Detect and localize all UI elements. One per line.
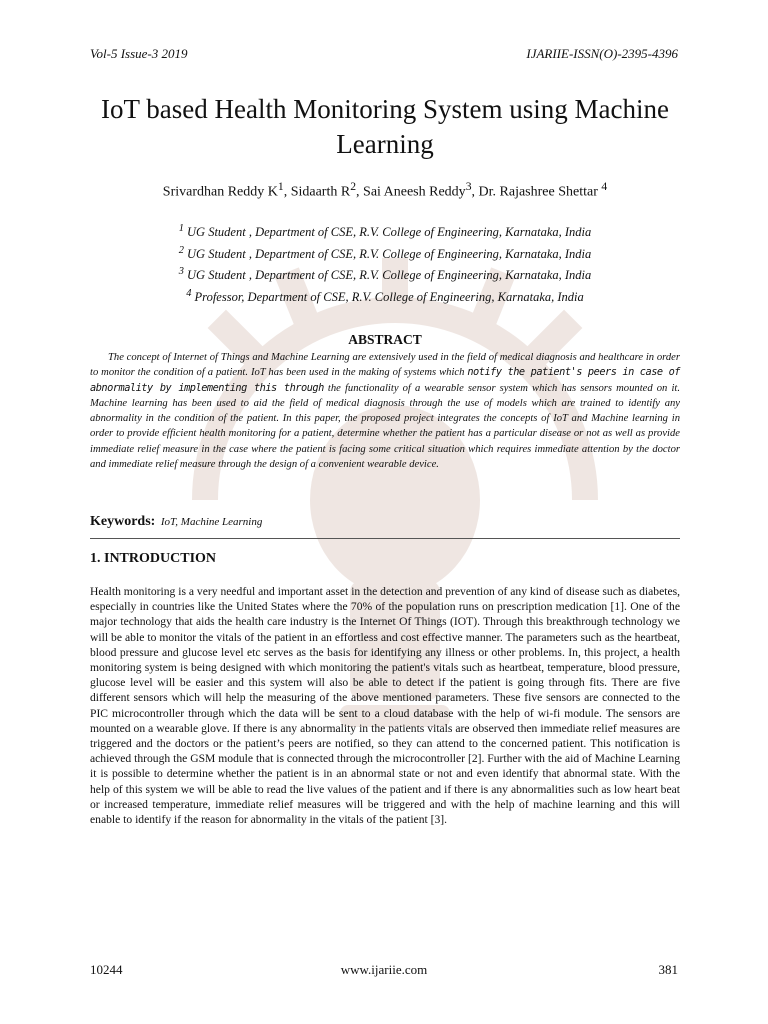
affiliation-sup: 1 xyxy=(178,223,184,234)
abstract-heading: ABSTRACT xyxy=(348,332,422,347)
keywords-label: Keywords: xyxy=(90,514,156,529)
affiliation-line xyxy=(90,285,680,307)
section-heading-introduction: 1. INTRODUCTION xyxy=(90,551,217,566)
affiliation-list xyxy=(90,220,680,307)
author-sup: 2 xyxy=(350,180,357,193)
author-sup: 3 xyxy=(465,180,472,193)
abstract-part-2: the functionality of a wearable sensor system which has sensors mounted on it. Machine learning has been used to aid the field of medical diagnosis through the use of models which are trained to identify any abnormality in the condition of the patient. In this paper, the proposed project integrates the concepts of IoT and Machine learning in order to provide efficient health monitoring for a patient, determine whether the patient has a particular disease or not as well as provide immediate relief measure in the case where the patient is facing some critical situation which requires immediate attention by the doctor and immediate relief measure through the design of a convenient wearable device. xyxy=(90,382,680,471)
section-divider xyxy=(90,538,680,539)
running-header-right: IJARIIE-ISSN(O)-2395-4396 xyxy=(526,46,678,61)
paper-title: IoT based Health Monitoring System using Machine Learning xyxy=(101,94,669,159)
introduction-body: Health monitoring is a very needful and important asset in the detection and prevention of any kind of disease such as diabetes, especially in countries like the United States where the 70% of the population runs on prescription medication [1]. One of the major technology that aids the health care industry is the Internet Of Things (IOT). Through this breakthrough technology we will be able to monitor the vitals of the patient in an effortless and cost effective manner. The parameters such as the heartbeat, blood pressure and glucose level etc serves as the basis for identifying any illness or other problems. In, this project, a health monitoring system is being designed with which monitoring the patient's vitals such as heartbeat, temperature, blood pressure, glucose level will be easier and this system will also be able to detect if the patient is going through fits. There are five different sensors which will help the measuring of the above mentioned parameters. These five sensors are connected to the PIC microcontroller through which the data will be sent to a cloud database with the help of wi-fi module. The sensors are mounted on a wearable glove. If there is any abnormality in the patients vitals are observed then immediate relief measures are triggered and the doctors or the patient’s peers are notified, so they can attend to the concerned patient. This notification is achieved through the GSM module that is connected through the microcontroller [2]. Further with the aid of Machine Learning it is possible to determine whether the patient is in an abnormal state or not and even identify that abnormal state. With the help of this system we will be able to read the live values of the patient and if there is any abnormalities such as low heart beat or increased temperature, immediate relief measures will be triggered and with the help of machine learning and this will enable to identify if the reason for abnormality in the vitals of the patient [3]. xyxy=(90,585,680,827)
affiliation-text: UG Student , Department of CSE, R.V. College of Engineering, Karnataka, India xyxy=(187,225,592,240)
affiliation-line xyxy=(90,220,680,242)
footer-page-number: 381 xyxy=(658,962,678,977)
affiliation-line xyxy=(90,242,680,264)
footer-website: www.ijariie.com xyxy=(340,962,428,977)
keywords xyxy=(90,514,262,530)
abstract-text xyxy=(90,350,680,472)
affiliation-sup: 4 xyxy=(186,287,192,299)
author-name: Dr. Rajashree Shettar xyxy=(478,184,598,200)
abstract-handwritten-insert: notify the patient's peers in case of abnormality by implementing this through xyxy=(90,366,680,394)
abstract-part-1: The concept of Internet of Things and Machine Learning are extensively used in the field of medical diagnosis and healthcare in order to monitor the condition of a patient. IoT has been used in the making of systems which xyxy=(90,352,680,379)
author-name: Srivardhan Reddy K xyxy=(162,184,278,200)
running-header-left: Vol-5 Issue-3 2019 xyxy=(90,46,188,61)
affiliation-sup: 2 xyxy=(178,244,184,256)
author-list: Srivardhan Reddy $K^1$, Sidaarth $R^2$, Sai Aneesh Reddy$^3$, Dr. Rajashree Shettar $^4$ xyxy=(162,180,608,200)
affiliation-text: UG Student , Department of CSE, R.V. College of Engineering, Karnataka, India xyxy=(187,268,592,283)
author-sup: 1 xyxy=(277,180,284,193)
footer-paper-id: 10244 xyxy=(90,962,123,977)
author-sup: 4 xyxy=(601,180,608,193)
author-name: Sidaarth R xyxy=(290,184,351,200)
affiliation-text: UG Student , Department of CSE, R.V. College of Engineering, Karnataka, India xyxy=(187,246,592,261)
affiliation-sup: 3 xyxy=(178,266,184,278)
author-name: Sai Aneesh Reddy xyxy=(363,184,466,200)
affiliation-text: Professor, Department of CSE, R.V. College of Engineering, Karnataka, India xyxy=(194,290,584,305)
keywords-value: IoT, Machine Learning xyxy=(160,516,263,528)
affiliation-line xyxy=(90,263,680,285)
